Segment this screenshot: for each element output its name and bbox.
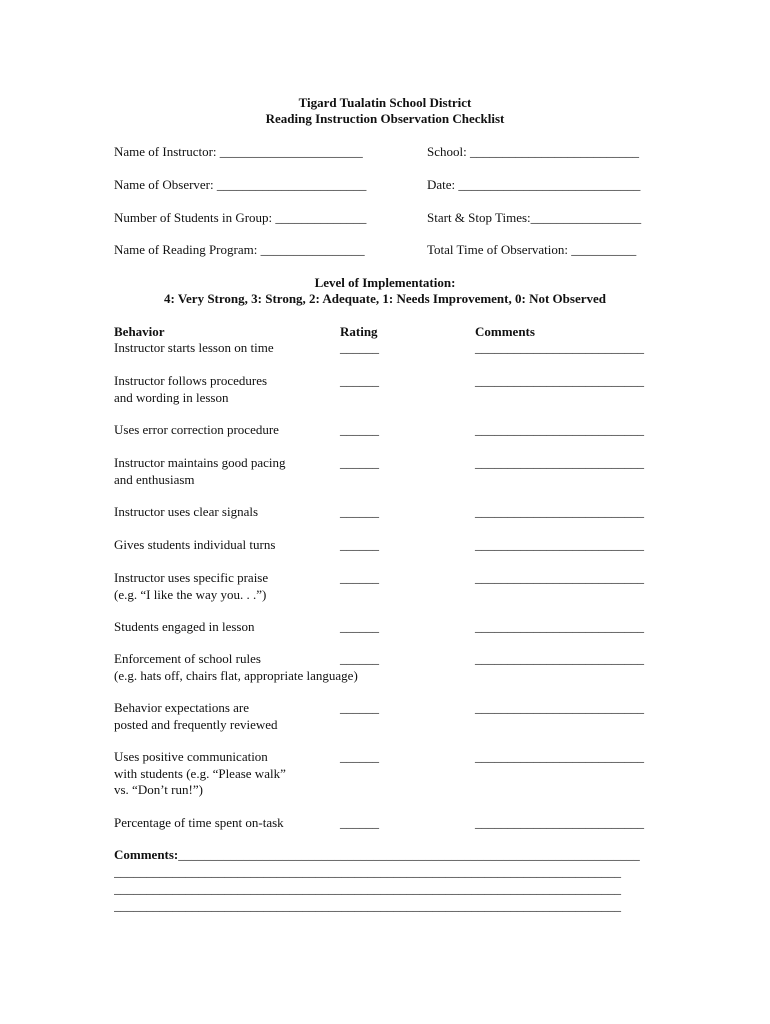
behavior-line: Gives students individual turns <box>114 537 276 552</box>
comment-blank[interactable]: __________________________ <box>475 619 644 634</box>
behavior-text <box>114 570 354 603</box>
behavior-text <box>114 340 354 357</box>
comments-section[interactable] <box>114 846 654 914</box>
rating-blank[interactable]: ______ <box>340 340 379 355</box>
level-heading: Level of Implementation: <box>314 275 456 290</box>
behavior-line: Instructor follows procedures <box>114 373 268 388</box>
behavior-line: vs. “Don’t run!”) <box>114 782 203 797</box>
comment-blank[interactable]: __________________________ <box>475 815 644 830</box>
behavior-line: and enthusiasm <box>114 471 195 487</box>
rating-blank[interactable]: ______ <box>340 537 379 552</box>
comments-line[interactable]: ______________________________________________________________________________ <box>114 864 621 879</box>
rating-blank[interactable]: ______ <box>340 504 379 519</box>
comments-column-header: Comments <box>475 324 535 339</box>
total-time-field[interactable]: Total Time of Observation: __________ <box>427 242 637 257</box>
instructor-field[interactable]: Name of Instructor: ______________________ <box>114 144 363 159</box>
comment-blank[interactable]: __________________________ <box>475 373 644 388</box>
times-field[interactable]: Start & Stop Times:_________________ <box>427 210 642 225</box>
behavior-line: posted and frequently reviewed <box>114 716 278 732</box>
rating-blank[interactable]: ______ <box>340 749 379 764</box>
comment-blank[interactable]: __________________________ <box>475 749 644 764</box>
behavior-text <box>114 455 354 488</box>
behavior-line: Enforcement of school rules <box>114 651 261 666</box>
behavior-line: Percentage of time spent on-task <box>114 815 284 830</box>
behavior-line: Instructor uses specific praise <box>114 570 269 585</box>
rating-blank[interactable]: ______ <box>340 651 379 666</box>
behavior-line: Students engaged in lesson <box>114 619 255 634</box>
behavior-text <box>114 619 354 636</box>
behavior-line: Instructor uses clear signals <box>114 504 259 519</box>
behavior-text <box>114 815 354 832</box>
rating-blank[interactable]: ______ <box>340 815 379 830</box>
behavior-text <box>114 504 354 521</box>
comment-blank[interactable]: __________________________ <box>475 504 644 519</box>
rating-blank[interactable]: ______ <box>340 570 379 585</box>
comment-blank[interactable]: __________________________ <box>475 570 644 585</box>
program-field[interactable]: Name of Reading Program: ________________ <box>114 242 365 257</box>
comment-blank[interactable]: __________________________ <box>475 455 644 470</box>
behavior-text <box>114 373 354 406</box>
behavior-line: Uses error correction procedure <box>114 422 279 437</box>
behavior-line: (e.g. “I like the way you. . .”) <box>114 586 267 602</box>
behavior-line: and wording in lesson <box>114 389 229 405</box>
behavior-text <box>114 651 358 684</box>
behavior-line: Instructor starts lesson on time <box>114 340 274 355</box>
rating-blank[interactable]: ______ <box>340 373 379 388</box>
rating-blank[interactable]: ______ <box>340 700 379 715</box>
observer-field[interactable]: Name of Observer: _______________________ <box>114 177 367 192</box>
rating-blank[interactable]: ______ <box>340 619 379 634</box>
rating-column-header: Rating <box>340 324 378 339</box>
date-field[interactable]: Date: ____________________________ <box>427 177 641 192</box>
behavior-text <box>114 422 354 439</box>
behavior-text <box>114 537 354 554</box>
behavior-text <box>114 700 354 733</box>
comments-line[interactable]: ______________________________________________________________________________ <box>114 898 621 913</box>
comment-blank[interactable]: __________________________ <box>475 422 644 437</box>
form-title: Reading Instruction Observation Checklist <box>265 111 505 126</box>
comment-blank[interactable]: __________________________ <box>475 651 644 666</box>
comment-blank[interactable]: __________________________ <box>475 340 644 355</box>
students-field[interactable]: Number of Students in Group: ______________ <box>114 210 367 225</box>
comment-blank[interactable]: __________________________ <box>475 700 644 715</box>
level-scale: 4: Very Strong, 3: Strong, 2: Adequate, 1: Needs Improvement, 0: Not Observed <box>164 291 606 306</box>
behavior-text <box>114 749 354 799</box>
comments-first-line[interactable] <box>114 846 654 863</box>
behavior-line: Uses positive communication <box>114 749 268 764</box>
behavior-line: with students (e.g. “Please walk” <box>114 765 286 781</box>
rating-blank[interactable]: ______ <box>340 422 379 437</box>
comments-first-blank[interactable]: _______________________________________________________________________ <box>178 847 640 862</box>
behavior-line: Behavior expectations are <box>114 700 249 715</box>
behavior-line: (e.g. hats off, chairs flat, appropriate language) <box>114 667 358 683</box>
comment-blank[interactable]: __________________________ <box>475 537 644 552</box>
school-field[interactable]: School: __________________________ <box>427 144 639 159</box>
behavior-column-header: Behavior <box>114 324 165 339</box>
behavior-line: Instructor maintains good pacing <box>114 455 286 470</box>
rating-blank[interactable]: ______ <box>340 455 379 470</box>
district-name: Tigard Tualatin School District <box>298 95 472 110</box>
comments-line[interactable]: ______________________________________________________________________________ <box>114 881 621 896</box>
comments-label: Comments: <box>114 847 179 862</box>
